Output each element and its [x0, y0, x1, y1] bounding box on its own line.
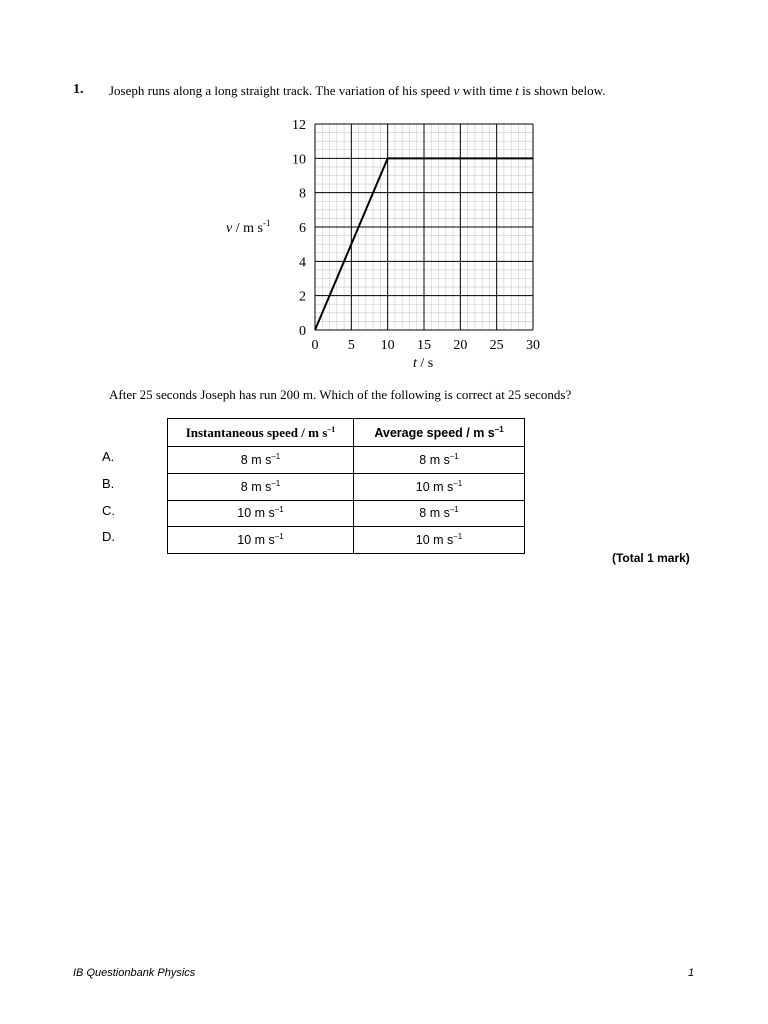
cell-average: 10 m $s^{-1}$: [354, 473, 525, 500]
y-tick-label: 4: [299, 255, 306, 271]
y-tick-label: 12: [292, 118, 306, 133]
x-tick-label: 0: [311, 338, 319, 353]
major-grid: [315, 124, 533, 330]
x-tick-label: 10: [380, 338, 395, 353]
table-header-row: [168, 419, 525, 447]
cell-instantaneous: 10 m $s^{-1}$: [168, 500, 354, 527]
stem-var-v: v: [453, 83, 460, 98]
cell-average: 10 m $s^{-1}$: [354, 527, 525, 554]
y-axis-label-text: v / m $s^{-1}$: [226, 218, 271, 236]
y-tick-label: 10: [292, 152, 306, 168]
y-tick-label: 8: [299, 186, 306, 202]
stem-var-t: t: [515, 83, 519, 98]
table-row: [168, 527, 525, 554]
cell-instantaneous: 8 m $s^{-1}$: [168, 447, 354, 474]
stem-text-1: Joseph runs along a long straight track. The variation of his speed: [109, 83, 454, 98]
option-letter-d: D.: [102, 529, 115, 545]
table-row: [168, 500, 525, 527]
cell-average: 8 m $s^{-1}$: [354, 447, 525, 474]
x-tick-label: 25: [489, 338, 504, 353]
stem-text-3: is shown below.: [518, 83, 606, 98]
cell-average: 8 m $s^{-1}$: [354, 500, 525, 527]
x-axis-label: [413, 356, 433, 371]
question-prompt: After 25 seconds Joseph has run 200 m. Which of the following is correct at 25 seconds?: [109, 387, 572, 402]
total-marks: (Total 1 mark): [612, 551, 690, 565]
y-tick-label: 6: [299, 221, 306, 236]
options-table: [167, 418, 525, 554]
option-letter-c: C.: [102, 502, 115, 518]
y-tick-label: 0: [299, 324, 306, 339]
option-letter-a: A.: [102, 449, 115, 464]
table-row: [168, 447, 525, 474]
x-tick-label: 20: [453, 338, 468, 353]
y-axis-label: [226, 218, 270, 236]
y-tick-label: 2: [299, 289, 306, 305]
header-instantaneous-speed: Instantaneous speed / m $s^{-1}$: [168, 419, 354, 447]
footer-page-number: 1: [688, 967, 695, 979]
option-letters: [102, 444, 115, 551]
footer-source: IB Questionbank Physics: [73, 967, 196, 979]
x-tick-label: 30: [526, 338, 540, 353]
question-number: 1.: [73, 82, 84, 97]
header-average-speed: Average speed / m $s^{-1}$: [354, 419, 525, 447]
x-axis-label-text: t / s: [413, 356, 434, 371]
cell-instantaneous: 10 m $s^{-1}$: [168, 527, 354, 554]
table-row: [168, 473, 525, 500]
x-tick-label: 5: [347, 338, 355, 353]
cell-instantaneous: 8 m $s^{-1}$: [168, 473, 354, 500]
x-tick-label: 15: [417, 338, 431, 353]
stem-text-2: with time: [459, 83, 516, 98]
option-letter-b: B.: [102, 475, 115, 491]
